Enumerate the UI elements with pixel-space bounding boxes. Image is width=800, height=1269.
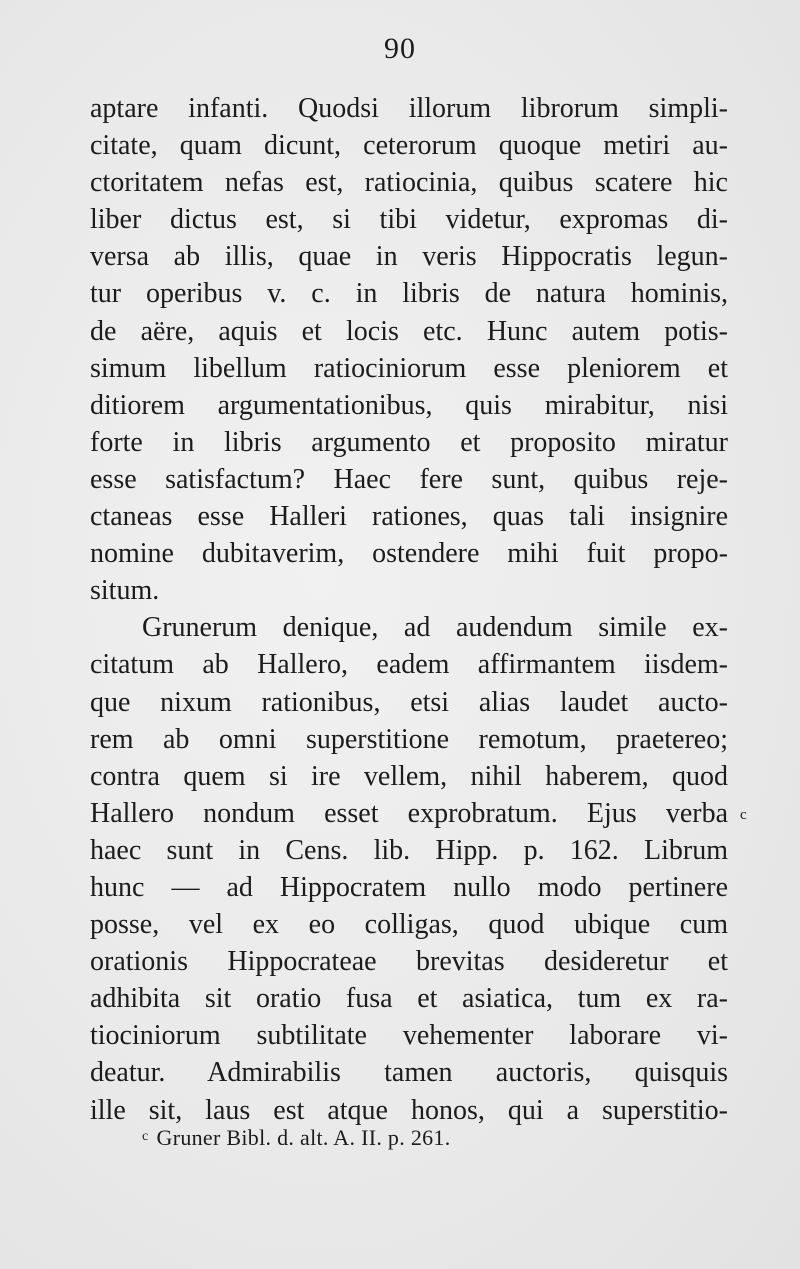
- text-line: simum libellum ratiociniorum esse pleniorem et: [90, 352, 728, 384]
- text-line: aptare infanti. Quodsi illorum librorum simpli-: [90, 93, 728, 124]
- text-line: rem ab omni superstitione remotum, praetereo;: [90, 723, 728, 755]
- text-line: contra quem si ire vellem, nihil haberem, quod: [90, 760, 728, 792]
- text-line: posse, vel ex eo colligas, quod ubique cum: [90, 909, 728, 941]
- text-line: citatum ab Hallero, eadem affirmantem iisdem-: [90, 649, 728, 681]
- text-line: ctoritatem nefas est, ratiocinia, quibus scatere hic: [90, 167, 728, 199]
- body-text: [90, 90, 728, 1129]
- text-line: nomine dubitaverim, ostendere mihi fuit propo-: [90, 538, 728, 570]
- text-line: versa ab illis, quae in veris Hippocratis legun-: [90, 241, 728, 273]
- text-line: de aëre, aquis et locis etc. Hunc autem potis-: [90, 315, 728, 347]
- footnote: [142, 1125, 451, 1151]
- text-line: Hallero nondum esset exprobratum. Ejus verba: [90, 797, 728, 829]
- paragraph-first-line: Grunerum denique, ad audendum simile ex-: [142, 612, 728, 644]
- text-line: situm.: [90, 575, 160, 607]
- text-line: ille sit, laus est atque honos, qui a superstitio-: [90, 1094, 728, 1126]
- text-line: esse satisfactum? Haec fere sunt, quibus reje-: [90, 463, 728, 495]
- text-line: liber dictus est, si tibi videtur, expromas di-: [90, 204, 728, 236]
- text-line: orationis Hippocrateae brevitas desideretur et: [90, 946, 728, 978]
- text-line: forte in libris argumento et proposito miratur: [90, 426, 728, 458]
- footnote-text: Gruner Bibl. d. alt. A. II. p. 261.: [156, 1125, 451, 1150]
- text-line: que nixum rationibus, etsi alias laudet aucto-: [90, 686, 728, 718]
- text-line: tur operibus v. c. in libris de natura hominis,: [90, 278, 728, 310]
- footnote-reference-mark: c: [740, 807, 747, 823]
- text-line: citate, quam dicunt, ceterorum quoque metiri au-: [90, 130, 728, 162]
- page-number: 90: [384, 32, 416, 65]
- text-line: hunc — ad Hippocratem nullo modo pertinere: [90, 871, 728, 903]
- text-line: deatur. Admirabilis tamen auctoris, quisquis: [90, 1057, 728, 1089]
- text-line: ctaneas esse Halleri rationes, quas tali insignire: [90, 501, 728, 533]
- text-line: ditiorem argumentationibus, quis mirabitur, nisi: [90, 389, 728, 421]
- text-line: tiociniorum subtilitate vehementer laborare vi-: [90, 1020, 728, 1052]
- footnote-mark: c: [142, 1129, 149, 1144]
- text-line: haec sunt in Cens. lib. Hipp. p. 162. Librum: [90, 834, 728, 866]
- text-line: adhibita sit oratio fusa et asiatica, tum ex ra-: [90, 983, 728, 1015]
